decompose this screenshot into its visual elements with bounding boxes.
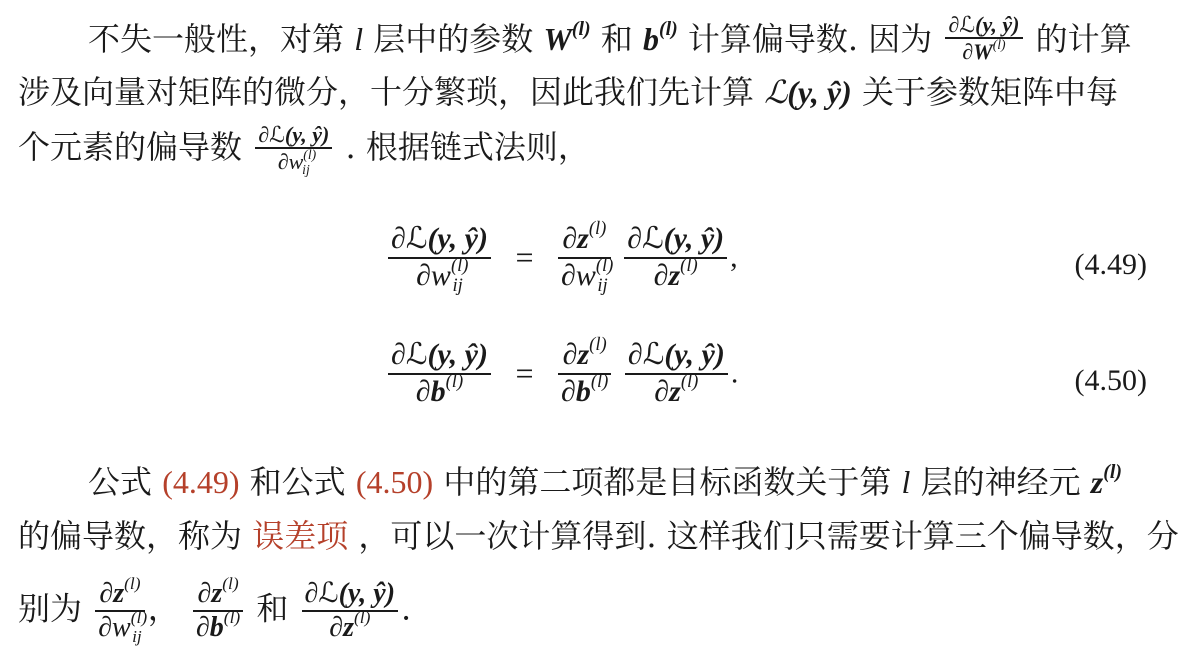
equation-number: (4.49) xyxy=(1074,248,1147,281)
para2-line1 xyxy=(88,462,1122,502)
fraction-dL-dz: $\frac{\text{∂ℒ(y, ŷ)}}{\partial z^{(l)}}$ xyxy=(302,578,398,644)
equation-4-49 xyxy=(0,218,1185,322)
weight-matrix-symbol: $W^{(l)}$ xyxy=(543,17,591,57)
bias-symbol: $b^{(l)}$ xyxy=(642,17,678,57)
lhs-fraction: $\frac{\text{∂ℒ(y, ŷ)}}{\partial w^{(l)}_{ij}}$ xyxy=(388,222,491,293)
para1-line1 xyxy=(88,12,1132,65)
text: 层中的参数 xyxy=(373,19,534,58)
inline-fraction-dL-dw: $\frac{\text{∂ℒ(y, ŷ)}}{\partial w^{(l)}_{ij}}$ xyxy=(255,122,332,175)
equals-sign: = xyxy=(515,355,534,391)
equation-number: (4.50) xyxy=(1074,364,1147,397)
text: 和 xyxy=(600,19,633,58)
neuron-symbol: $z^{(l)}$ xyxy=(1090,461,1122,500)
equation-link-4-50[interactable]: (4.50) xyxy=(355,464,434,500)
text: 不失一般性，对第 xyxy=(88,19,345,58)
equation-4-50 xyxy=(0,334,1185,438)
text: 层的神经元 xyxy=(920,463,1081,501)
rhs-fraction-dL-dz: $\frac{\text{∂ℒ(y, ŷ)}}{\partial z^{(l)}}$ xyxy=(624,222,727,293)
para1-line3 xyxy=(18,122,590,178)
text: 公式 xyxy=(88,463,153,501)
text: 个元素的偏导数 xyxy=(18,127,243,166)
text: 的计算 xyxy=(1035,19,1132,58)
equation-body: $\frac{\text{∂ℒ(y, ŷ)}}{\partial b^{(l)}}$ = $\frac{\partial z^{(l)}}{\partial b^{(l)}}$ $\frac{\text{∂ℒ(y, ŷ)}}{\partial z^{(l)}}$ . xyxy=(385,338,738,409)
text: 的偏导数，称为 xyxy=(18,517,243,555)
text: 别为 xyxy=(18,589,83,628)
text: 关于参数矩阵中每 xyxy=(861,73,1118,111)
fraction-dz-dw: $\frac{\partial z^{(l)}}{\partial w^{(l)}_{ij}}$ xyxy=(95,578,145,644)
equation-link-4-49[interactable]: (4.49) xyxy=(162,464,240,500)
para1-line2 xyxy=(18,72,1118,112)
text: ，可以一次计算得到. 这样我们只需要计算三个偏导数，分 xyxy=(358,517,1179,555)
layer-symbol: l xyxy=(901,464,911,500)
lhs-fraction: $\frac{\text{∂ℒ(y, ŷ)}}{\partial b^{(l)}}$ xyxy=(388,338,491,409)
rhs-fraction-dL-dz: $\frac{\text{∂ℒ(y, ŷ)}}{\partial z^{(l)}}$ xyxy=(625,338,728,409)
text: 中的第二项都是目标函数关于第 xyxy=(443,463,892,501)
rhs-fraction-dz-db: $\frac{\partial z^{(l)}}{\partial b^{(l)}}$ xyxy=(558,338,611,409)
rhs-fraction-dz-dw: $\frac{\partial z^{(l)}}{\partial w^{(l)}_{ij}}$ xyxy=(558,222,611,293)
text: . 根据链式法则， xyxy=(345,127,590,166)
text: 涉及向量对矩阵的微分，十分繁琐，因此我们先计算 xyxy=(18,73,755,111)
inline-fraction-dL-dW: $\frac{\text{∂ℒ(y, ŷ)}}{\partial W^{(l)}}$ xyxy=(945,12,1022,65)
equals-sign: = xyxy=(515,239,534,275)
error-term-link[interactable]: 误差项 xyxy=(252,517,349,555)
text: 计算偏导数. 因为 xyxy=(687,19,933,58)
para2-line3: 别为 $\frac{\partial z^{(l)}}{\partial w^{(l)}_{ij}}$ ， $\frac{\partial z^{(l)}}{\partial b^{(l)}}$ 和 $\frac{\text{∂ℒ(y, ŷ)}}{\partial z^{(l)}}$ . xyxy=(18,573,412,647)
loss-expression: ℒ(y, ŷ) xyxy=(764,74,852,110)
text: 和 xyxy=(256,589,289,628)
layer-symbol: l xyxy=(354,20,364,57)
fraction-dz-db: $\frac{\partial z^{(l)}}{\partial b^{(l)}}$ xyxy=(193,578,243,644)
para2-line2 xyxy=(18,516,1179,556)
text: 和公式 xyxy=(249,463,346,501)
equation-body: $\frac{\text{∂ℒ(y, ŷ)}}{\partial w^{(l)}_{ij}}$ = $\frac{\partial z^{(l)}}{\partial w^{(l)}_{ij}}$ $\frac{\text{∂ℒ(y, ŷ)}}{\partial z^{(l)}}$ , xyxy=(385,222,738,293)
